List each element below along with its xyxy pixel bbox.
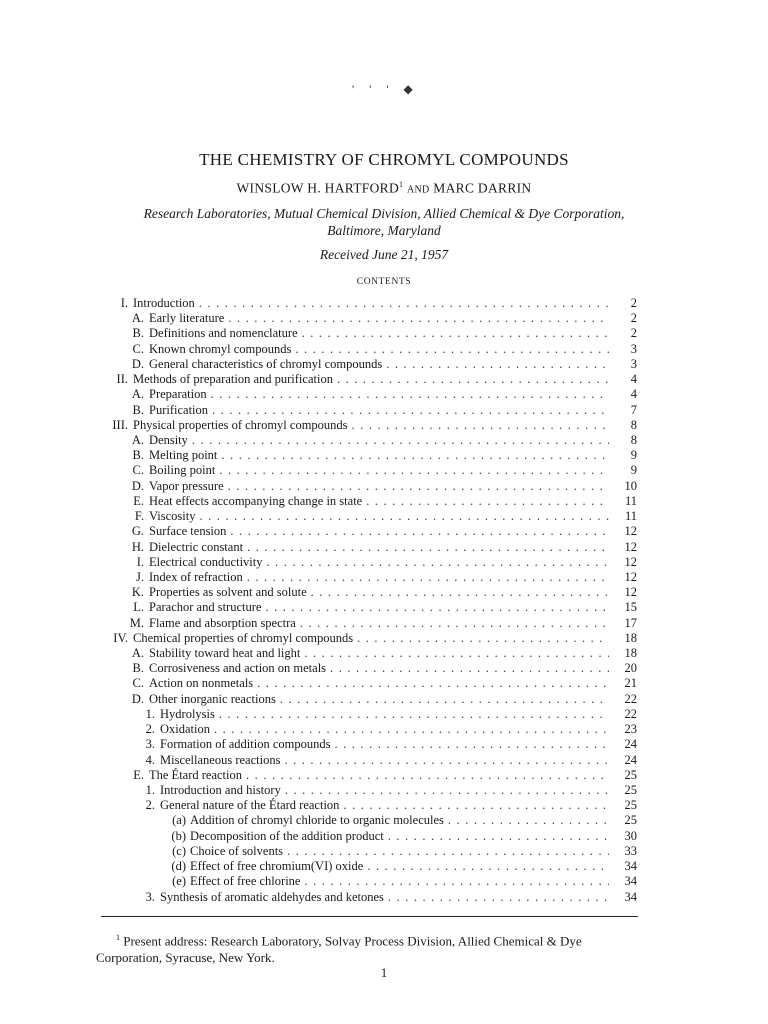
toc-entry <box>100 661 637 676</box>
toc-entry-title: Boiling point <box>149 463 216 478</box>
toc-leader-dots <box>214 722 609 737</box>
toc-entry-page: 12 <box>624 539 637 554</box>
toc-entry-page: 24 <box>624 752 637 767</box>
toc-leader-dots <box>357 631 609 646</box>
toc-entry <box>100 844 637 859</box>
toc-entry-number: 1. <box>145 783 155 797</box>
toc-entry-page: 3 <box>630 341 637 356</box>
toc-entry <box>100 540 637 555</box>
toc-entry-title: Miscellaneous reactions <box>160 752 281 767</box>
toc-entry-page: 25 <box>624 813 637 828</box>
toc-entry <box>100 737 637 752</box>
toc-entry-page: 20 <box>624 661 637 676</box>
toc-entry-number: 3. <box>145 889 155 904</box>
toc-leader-dots <box>247 570 609 585</box>
toc-entry-title: Choice of solvents <box>190 843 284 858</box>
page-number: 1 <box>380 965 388 980</box>
toc-leader-dots <box>221 448 609 463</box>
toc-entry <box>100 448 637 463</box>
toc-entry-page: 10 <box>624 478 637 493</box>
toc-entry <box>100 722 637 737</box>
toc-entry <box>100 692 637 707</box>
toc-entry-page: 9 <box>630 448 637 463</box>
toc-leader-dots <box>211 387 609 402</box>
toc-entry-number: C. <box>132 463 144 478</box>
toc-entry-page: 7 <box>630 402 637 417</box>
toc-leader-dots <box>295 342 609 357</box>
toc-leader-dots <box>304 874 609 889</box>
toc-entry <box>100 403 637 418</box>
toc-leader-dots <box>337 372 609 387</box>
toc-entry-page: 12 <box>624 524 637 539</box>
toc-entry-number: III. <box>112 417 128 432</box>
toc-entry-page: 22 <box>624 691 637 706</box>
toc-entry-number: H. <box>131 539 144 554</box>
toc-leader-dots <box>388 890 609 905</box>
toc-leader-dots <box>246 768 609 783</box>
toc-entry-number: L. <box>133 600 144 615</box>
toc-entry-number: A. <box>131 646 144 661</box>
affiliation <box>96 205 672 239</box>
toc-entry <box>100 616 637 631</box>
toc-entry <box>100 783 637 798</box>
toc-entry-page: 22 <box>624 706 637 721</box>
toc-entry-number: A. <box>131 432 144 447</box>
toc-entry-page: 11 <box>624 509 637 524</box>
toc-entry-title: General characteristics of chromyl compounds <box>149 356 383 371</box>
toc-entry <box>100 585 637 600</box>
toc-entry-number: B. <box>132 448 144 463</box>
affiliation-line-1: Research Laboratories, Mutual Chemical Division, Allied Chemical & Dye Corporation, <box>143 206 625 221</box>
toc-leader-dots <box>388 829 609 844</box>
toc-leader-dots <box>311 585 609 600</box>
toc-entry <box>100 813 637 828</box>
toc-entry-title: Known chromyl compounds <box>149 341 292 356</box>
toc-leader-dots <box>284 753 609 768</box>
toc-entry-page: 17 <box>624 615 637 630</box>
toc-entry-title: Physical properties of chromyl compounds <box>133 417 348 432</box>
toc-leader-dots <box>367 859 609 874</box>
toc-entry-page: 21 <box>624 676 637 691</box>
toc-entry-page: 9 <box>630 463 637 478</box>
toc-entry-title: Preparation <box>149 387 207 402</box>
toc-entry <box>100 326 637 341</box>
toc-entry-title: Oxidation <box>160 722 210 737</box>
toc-entry-number: J. <box>136 569 144 584</box>
toc-leader-dots <box>287 844 609 859</box>
toc-entry-title: Flame and absorption spectra <box>149 615 296 630</box>
toc-entry-number: I. <box>136 554 144 569</box>
footnote <box>96 929 638 966</box>
footnote-text: Present address: Research Laboratory, Solvay Process Division, Allied Chemical & Dye Corporation, Syracuse, New York. <box>96 933 582 966</box>
toc-entry-title: Parachor and structure <box>149 600 262 615</box>
toc-entry-number: G. <box>131 524 144 539</box>
toc-entry <box>100 372 637 387</box>
toc-leader-dots <box>302 326 609 341</box>
toc-leader-dots <box>230 524 609 539</box>
toc-entry-page: 34 <box>624 889 637 904</box>
toc-entry-title: Purification <box>149 402 209 417</box>
toc-entry <box>100 494 637 509</box>
toc-entry-title: Decomposition of the addition product <box>190 828 384 843</box>
toc-leader-dots <box>219 463 609 478</box>
toc-entry-page: 18 <box>624 646 637 661</box>
toc-leader-dots <box>386 357 609 372</box>
toc-entry-page: 2 <box>630 326 637 341</box>
toc-entry-title: Synthesis of aromatic aldehydes and ketones <box>160 889 384 904</box>
toc-entry-page: 25 <box>624 767 637 782</box>
toc-entry-title: Vapor pressure <box>149 478 224 493</box>
affiliation-line-2: Baltimore, Maryland <box>327 223 441 238</box>
toc-entry <box>100 463 637 478</box>
toc-entry-number: 3. <box>145 737 155 752</box>
toc-entry <box>100 646 637 661</box>
toc-leader-dots <box>247 540 609 555</box>
toc-entry-page: 34 <box>624 859 637 874</box>
toc-entry-title: Hydrolysis <box>160 706 215 721</box>
toc-entry-page: 12 <box>624 569 637 584</box>
toc-entry-number: B. <box>132 402 144 417</box>
toc-entry <box>100 311 637 326</box>
toc-entry-title: Surface tension <box>149 524 227 539</box>
toc-entry-page: 8 <box>630 417 637 432</box>
toc-entry-number: (a) <box>172 813 186 828</box>
toc-leader-dots <box>304 646 609 661</box>
toc-entry <box>100 479 637 494</box>
toc-entry <box>100 890 637 905</box>
toc-entry <box>100 753 637 768</box>
toc-entry-page: 4 <box>630 372 637 387</box>
toc-entry-number: E. <box>133 767 144 782</box>
footnote-rule <box>101 916 638 917</box>
toc-entry-number: K. <box>131 585 144 600</box>
toc-entry-page: 11 <box>624 493 637 508</box>
toc-entry-page: 23 <box>624 722 637 737</box>
toc-entry-title: Methods of preparation and purification <box>133 372 333 387</box>
toc-entry-title: The Étard reaction <box>149 767 243 782</box>
toc-leader-dots <box>280 692 609 707</box>
toc-entry-page: 25 <box>624 798 637 813</box>
toc-entry-title: Introduction <box>133 296 195 310</box>
toc-entry-title: Heat effects accompanying change in state <box>149 493 363 508</box>
toc-entry-number: 1. <box>145 706 155 721</box>
toc-entry-number: II. <box>116 372 128 387</box>
toc-leader-dots <box>352 418 609 433</box>
toc-entry <box>100 433 637 448</box>
toc-entry-title: Formation of addition compounds <box>160 737 331 752</box>
toc-leader-dots <box>228 311 609 326</box>
toc-leader-dots <box>300 616 609 631</box>
toc-entry <box>100 859 637 874</box>
toc-entry-number: B. <box>132 661 144 676</box>
footnote-marker: 1 <box>116 933 120 942</box>
toc-leader-dots <box>199 296 609 311</box>
toc-entry-title: Early literature <box>149 311 225 326</box>
toc-entry <box>100 676 637 691</box>
toc-entry <box>100 829 637 844</box>
toc-entry-number: (e) <box>172 874 186 889</box>
article-title: THE CHEMISTRY OF CHROMYL COMPOUNDS <box>199 150 569 169</box>
toc-entry-title: Index of refraction <box>149 569 243 584</box>
toc-entry-title: Effect of free chromium(VI) oxide <box>190 859 364 874</box>
toc-entry-title: Introduction and history <box>160 783 281 797</box>
toc-leader-dots <box>228 479 609 494</box>
toc-entry-number: 4. <box>145 752 155 767</box>
toc-entry-number: M. <box>129 615 144 630</box>
toc-entry <box>100 874 637 889</box>
toc-entry-number: D. <box>131 691 144 706</box>
toc-entry-title: Corrosiveness and action on metals <box>149 661 327 676</box>
toc-entry-page: 24 <box>624 737 637 752</box>
toc-leader-dots <box>366 494 609 509</box>
toc-entry-title: General nature of the Étard reaction <box>160 798 340 813</box>
toc-entry-page: 12 <box>624 554 637 569</box>
toc-leader-dots <box>199 509 609 524</box>
toc-entry <box>100 387 637 402</box>
toc-entry-title: Other inorganic reactions <box>149 691 276 706</box>
toc-entry-page: 3 <box>630 356 637 371</box>
toc-leader-dots <box>343 798 609 813</box>
toc-leader-dots <box>267 555 610 570</box>
toc-entry-number: D. <box>131 356 144 371</box>
toc-leader-dots <box>257 676 609 691</box>
toc-entry-title: Effect of free chlorine <box>190 874 301 889</box>
toc-leader-dots <box>330 661 609 676</box>
toc-entry-number: 2. <box>145 722 155 737</box>
toc-entry-number: B. <box>132 326 144 341</box>
toc-entry-page: 2 <box>630 311 637 326</box>
toc-entry-number: E. <box>133 493 144 508</box>
toc-entry-page: 12 <box>624 585 637 600</box>
toc-entry-page: 18 <box>624 630 637 645</box>
toc-entry-title: Action on nonmetals <box>149 676 254 691</box>
toc-leader-dots <box>192 433 609 448</box>
toc-entry <box>100 524 637 539</box>
toc-entry-number: I. <box>120 296 128 310</box>
toc-entry <box>100 798 637 813</box>
toc-entry-title: Definitions and nomenclature <box>149 326 298 341</box>
toc-entry <box>100 357 637 372</box>
toc-entry-page: 15 <box>624 600 637 615</box>
toc-entry-number: A. <box>131 387 144 402</box>
toc-entry-page: 4 <box>630 387 637 402</box>
toc-entry <box>100 570 637 585</box>
toc-entry-number: (b) <box>171 828 186 843</box>
table-of-contents <box>100 296 637 905</box>
author-1: WINSLOW H. HARTFORD <box>236 180 400 196</box>
toc-entry-number: C. <box>132 341 144 356</box>
toc-entry-title: Properties as solvent and solute <box>149 585 307 600</box>
toc-entry <box>100 509 637 524</box>
toc-entry <box>100 418 637 433</box>
toc-entry-title: Addition of chromyl chloride to organic molecules <box>190 813 444 828</box>
toc-entry-title: Melting point <box>149 448 218 463</box>
toc-leader-dots <box>334 737 609 752</box>
toc-entry-title: Dielectric constant <box>149 539 244 554</box>
toc-leader-dots <box>212 403 609 418</box>
header-marks: ' ' ' ◆ <box>352 82 419 96</box>
contents-heading: CONTENTS <box>356 277 412 287</box>
toc-entry <box>100 600 637 615</box>
toc-leader-dots <box>448 813 609 828</box>
authors-and: AND <box>407 184 430 196</box>
toc-entry-number: D. <box>131 478 144 493</box>
toc-entry-title: Density <box>149 432 188 447</box>
author-footnote-ref: 1 <box>399 180 404 189</box>
toc-entry-page: 8 <box>630 432 637 447</box>
toc-entry-page: 25 <box>624 783 637 797</box>
toc-entry-number: (c) <box>172 843 186 858</box>
toc-entry <box>100 296 637 311</box>
toc-entry-title: Viscosity <box>149 509 196 524</box>
toc-entry <box>100 631 637 646</box>
toc-entry-page: 30 <box>624 828 637 843</box>
toc-entry-number: A. <box>131 311 144 326</box>
toc-leader-dots <box>219 707 609 722</box>
toc-entry-number: F. <box>134 509 144 524</box>
toc-entry <box>100 342 637 357</box>
toc-entry-number: C. <box>132 676 144 691</box>
toc-entry <box>100 555 637 570</box>
toc-entry <box>100 707 637 722</box>
toc-entry-page: 34 <box>624 874 637 889</box>
toc-entry-number: 2. <box>145 798 155 813</box>
toc-entry-title: Stability toward heat and light <box>149 646 301 661</box>
toc-leader-dots <box>285 783 609 798</box>
toc-entry-number: IV. <box>113 630 128 645</box>
toc-entry-page: 2 <box>630 296 637 310</box>
toc-entry-number: (d) <box>171 859 186 874</box>
toc-entry-title: Chemical properties of chromyl compounds <box>133 630 354 645</box>
author-2: MARC DARRIN <box>433 180 532 196</box>
received-date: Received June 21, 1957 <box>319 247 449 262</box>
toc-leader-dots <box>265 600 609 615</box>
toc-entry-title: Electrical conductivity <box>149 554 263 569</box>
toc-entry-page: 33 <box>624 843 637 858</box>
toc-entry <box>100 768 637 783</box>
authors-line <box>0 180 768 197</box>
